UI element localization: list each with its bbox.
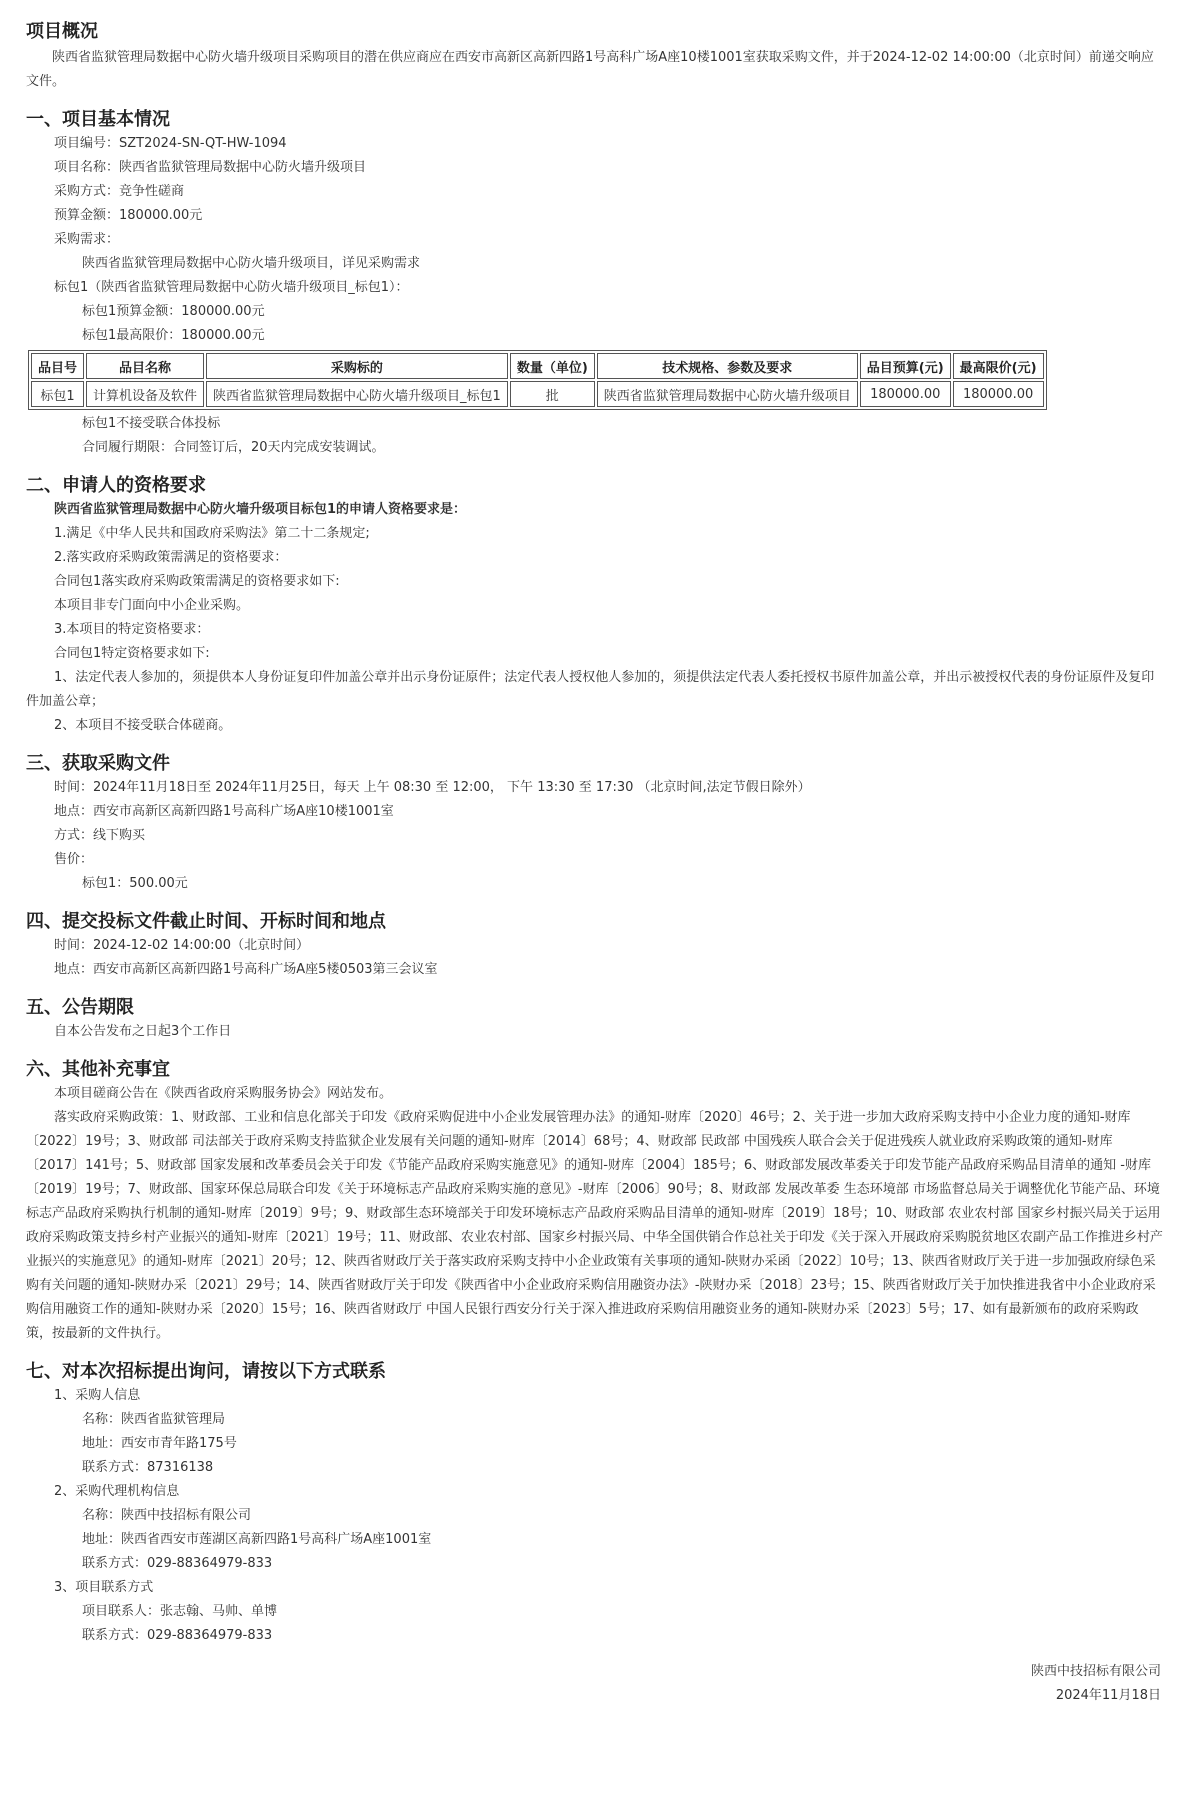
section-1-title: 一、项目基本情况 bbox=[26, 109, 170, 130]
obtain-way: 方式：线下购买 bbox=[54, 828, 146, 843]
buyer-label: 1、采购人信息 bbox=[54, 1388, 141, 1403]
qualification-item: 合同包1落实政府采购政策需满足的资格要求如下: bbox=[54, 574, 340, 589]
obtain-time: 时间：2024年11月18日至 2024年11月25日，每天 上午 08:30 至 12:00， 下午 13:30 至 17:30 （北京时间,法定节假日除外） bbox=[54, 780, 811, 795]
table-header: 数量（单位) bbox=[510, 353, 595, 379]
publish-note: 本项目磋商公告在《陕西省政府采购服务协会》网站发布。 bbox=[54, 1086, 393, 1101]
section-4-title: 四、提交投标文件截止时间、开标时间和地点 bbox=[26, 911, 386, 932]
signature-block bbox=[26, 1660, 1163, 1708]
package-title: 标包1（陕西省监狱管理局数据中心防火墙升级项目_标包1）： bbox=[54, 280, 409, 295]
section-2-title: 二、申请人的资格要求 bbox=[26, 475, 206, 496]
qualification-item: 本项目非专门面向中小企业采购。 bbox=[54, 598, 250, 613]
qualification-item: 2.落实政府采购政策需满足的资格要求： bbox=[54, 550, 288, 565]
project-contact-label: 3、项目联系方式 bbox=[54, 1580, 154, 1595]
section-contact bbox=[26, 1360, 1163, 1648]
table-cell: 180000.00 bbox=[953, 381, 1044, 407]
table-header: 采购标的 bbox=[206, 353, 508, 379]
company-name: 陕西中技招标有限公司 bbox=[1030, 1664, 1161, 1679]
agent-label: 2、采购代理机构信息 bbox=[54, 1484, 180, 1499]
section-supplementary bbox=[26, 1058, 1163, 1346]
section-5-title: 五、公告期限 bbox=[26, 997, 134, 1018]
package-limit: 标包1最高限价：180000.00元 bbox=[82, 328, 265, 343]
notice-period-text: 自本公告发布之日起3个工作日 bbox=[54, 1024, 232, 1039]
obtain-place: 地点：西安市高新区高新四路1号高科广场A座10楼1001室 bbox=[54, 804, 394, 819]
project-number: 项目编号：SZT2024-SN-QT-HW-1094 bbox=[54, 136, 287, 151]
deadline-time: 时间：2024-12-02 14:00:00（北京时间） bbox=[54, 938, 310, 953]
price-label: 售价： bbox=[54, 852, 94, 867]
section-notice-period bbox=[26, 996, 1163, 1044]
buyer-name: 名称：陕西省监狱管理局 bbox=[82, 1412, 226, 1427]
budget-amount: 预算金额：180000.00元 bbox=[54, 208, 203, 223]
table-cell: 批 bbox=[510, 381, 595, 407]
table-row bbox=[31, 381, 1044, 407]
package-table bbox=[28, 350, 1047, 410]
table-header: 品目号 bbox=[31, 353, 84, 379]
need-label: 采购需求： bbox=[54, 232, 120, 247]
table-cell: 陕西省监狱管理局数据中心防火墙升级项目 bbox=[597, 381, 858, 407]
section-qualification bbox=[26, 474, 1163, 738]
procurement-method: 采购方式：竞争性磋商 bbox=[54, 184, 185, 199]
table-cell: 标包1 bbox=[31, 381, 84, 407]
table-header: 品目名称 bbox=[86, 353, 204, 379]
table-header: 最高限价(元) bbox=[953, 353, 1044, 379]
section-deadline bbox=[26, 910, 1163, 982]
package-budget: 标包1预算金额：180000.00元 bbox=[82, 304, 265, 319]
table-header: 品目预算(元) bbox=[860, 353, 951, 379]
qualification-item: 1.满足《中华人民共和国政府采购法》第二十二条规定; bbox=[54, 526, 370, 541]
agent-name: 名称：陕西中技招标有限公司 bbox=[82, 1508, 252, 1523]
section-basic-info bbox=[26, 108, 1163, 460]
table-header-row bbox=[31, 353, 1044, 379]
need-text: 陕西省监狱管理局数据中心防火墙升级项目，详见采购需求 bbox=[82, 256, 421, 271]
section-7-title: 七、对本次招标提出询问，请按以下方式联系 bbox=[26, 1361, 386, 1382]
buyer-address: 地址：西安市青年路175号 bbox=[82, 1436, 237, 1451]
section-6-title: 六、其他补充事宜 bbox=[26, 1059, 170, 1080]
project-name: 项目名称：陕西省监狱管理局数据中心防火墙升级项目 bbox=[54, 160, 367, 175]
publish-date: 2024年11月18日 bbox=[1055, 1688, 1161, 1703]
project-contact-person: 项目联系人：张志翰、马帅、单博 bbox=[82, 1604, 278, 1619]
specific-requirement-1: 1、法定代表人参加的，须提供本人身份证复印件加盖公章并出示身份证原件；法定代表人授权他人参加的，须提供法定代表人委托授权书原件加盖公章，并出示被授权代表的身份证原件及复印件加盖公章； bbox=[26, 670, 1155, 709]
no-joint-bid: 标包1不接受联合体投标 bbox=[82, 416, 221, 431]
contract-period: 合同履行期限：合同签订后，20天内完成安装调试。 bbox=[82, 440, 385, 455]
project-contact-phone: 联系方式：029-88364979-833 bbox=[82, 1628, 273, 1643]
qualification-item: 合同包1特定资格要求如下: bbox=[54, 646, 210, 661]
table-cell: 180000.00 bbox=[860, 381, 951, 407]
agent-phone: 联系方式：029-88364979-833 bbox=[82, 1556, 273, 1571]
qualification-lead: 陕西省监狱管理局数据中心防火墙升级项目标包1的申请人资格要求是： bbox=[54, 502, 467, 517]
table-cell: 陕西省监狱管理局数据中心防火墙升级项目_标包1 bbox=[206, 381, 508, 407]
qualification-item: 3.本项目的特定资格要求： bbox=[54, 622, 210, 637]
agent-address: 地址：陕西省西安市莲湖区高新四路1号高科广场A座1001室 bbox=[82, 1532, 432, 1547]
table-cell: 计算机设备及软件 bbox=[86, 381, 204, 407]
price-value: 标包1：500.00元 bbox=[82, 876, 188, 891]
deadline-place: 地点：西安市高新区高新四路1号高科广场A座5楼0503第三会议室 bbox=[54, 962, 438, 977]
buyer-phone: 联系方式：87316138 bbox=[82, 1460, 214, 1475]
overview-text: 陕西省监狱管理局数据中心防火墙升级项目采购项目的潜在供应商应在西安市高新区高新四路1号高科广场A座10楼1001室获取采购文件，并于2024-12-02 14:00:00（北京时间）前递交响应文件。 bbox=[26, 50, 1154, 89]
policy-text: 落实政府采购政策：1、财政部、工业和信息化部关于印发《政府采购促进中小企业发展管理办法》的通知-财库〔2020〕46号；2、关于进一步加大政府采购支持中小企业力度的通知-财库〔2022〕19号；3、财政部 司法部关于政府采购支持监狱企业发展有关问题的通知-财库〔2014〕68号；4、财政部 民政部 中国残疾人联合会关于促进残疾人就业政府采购政策的通知-财库〔2017〕141号；5、财政部 国家发展和改革委员会关于印发《节能产品政府采购实施意见》的通知-财库〔2004〕185号；6、财政部发展改革委关于印发节能产品政府采购品目清单的通知 -财库〔2019〕19号；7、财政部、国家环保总局联合印发《关于环境标志产品政府采购实施的意见》-财库〔2006〕90号；8、财政部 发展改革委 生态环境部 市场监督总局关于调整优化节能产品、环境标志产品政府采购执行机制的通知-财库〔2019〕9号；9、财政部生态环境部关于印发环境标志产品政府采购品目清单的通知-财库〔2019〕18号；10、财政部 农业农村部 国家乡村振兴局关于运用政府采购政策支持乡村产业振兴的通知-财库〔2021〕19号；11、财政部、农业农村部、国家乡村振兴局、中华全国供销合作总社关于印发《关于深入开展政府采购脱贫地区农副产品工作推进乡村产业振兴的实施意见》的通知-财库〔2021〕20号；12、陕西省财政厅关于落实政府采购支持中小企业政策有关事项的通知-陕财办采函〔2022〕10号；13、陕西省财政厅关于进一步加强政府绿色采购有关问题的通知-陕财办采〔2021〕29号；14、陕西省财政厅关于印发《陕西省中小企业政府采购信用融资办法》-陕财办采〔2018〕23号；15、陕西省财政厅关于加快推进我省中小企业政府采购信用融资工作的通知-陕财办采〔2020〕15号；16、陕西省财政厅 中国人民银行西安分行关于深入推进政府采购信用融资业务的通知-陕财办采〔2023〕5号；17、如有最新颁布的政府采购政策，按最新的文件执行。 bbox=[26, 1110, 1163, 1341]
section-3-title: 三、获取采购文件 bbox=[26, 753, 170, 774]
overview-title: 项目概况 bbox=[26, 21, 98, 42]
table-header: 技术规格、参数及要求 bbox=[597, 353, 858, 379]
specific-requirement-2: 2、本项目不接受联合体磋商。 bbox=[54, 718, 232, 733]
section-obtain-documents bbox=[26, 752, 1163, 896]
